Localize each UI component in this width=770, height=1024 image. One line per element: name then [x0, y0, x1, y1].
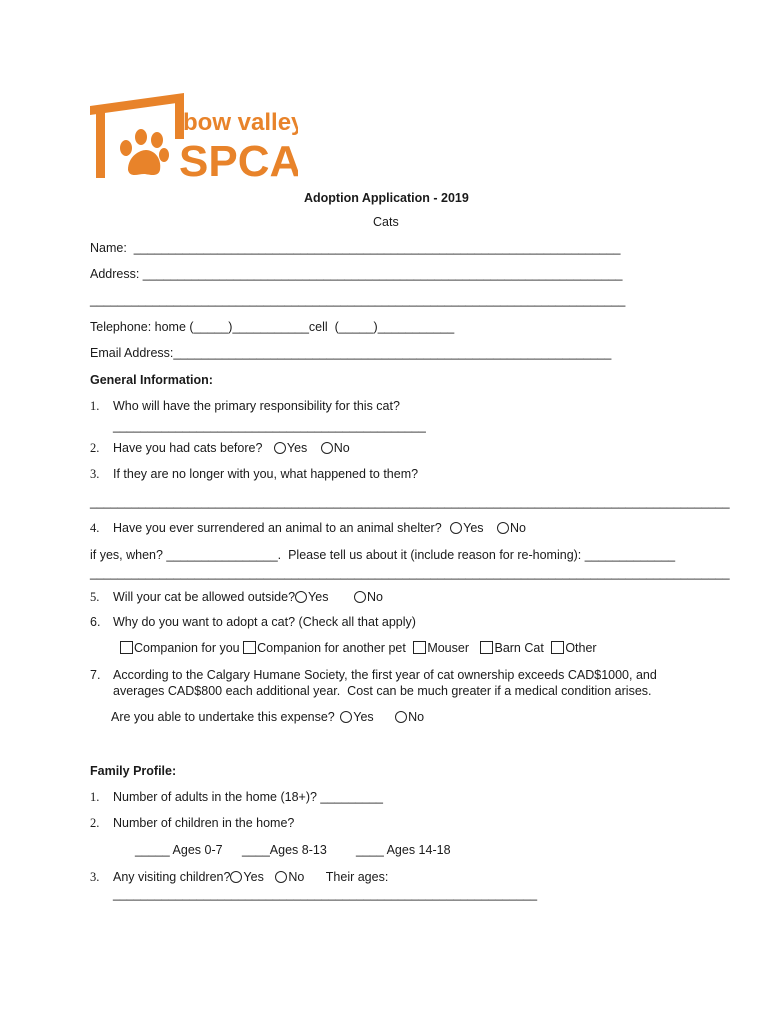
radio-label: No	[510, 521, 527, 535]
logo-text-bow-valley: bow valley	[183, 109, 298, 136]
checkbox-label: Other	[565, 641, 597, 655]
form-subtitle: Cats	[373, 215, 399, 229]
radio-label: No	[333, 441, 350, 455]
surrender-details-answer-line[interactable]: ____________________________________________________________________________________________	[90, 566, 730, 580]
companion-for-you-checkbox[interactable]	[120, 641, 133, 654]
ages-0-7-field[interactable]: _____ Ages 0-7	[135, 843, 223, 857]
ages-8-13-field[interactable]: ____Ages 8-13	[242, 843, 327, 857]
visiting-children-no-radio[interactable]	[275, 871, 287, 883]
radio-label: No	[366, 590, 383, 604]
radio-label: Yes	[308, 590, 329, 604]
question-why-adopt: Why do you want to adopt a cat? (Check all that apply)	[113, 615, 416, 629]
checkbox-label: Barn Cat	[494, 641, 544, 655]
email-field[interactable]: Email Address:_______________________________________________________________	[90, 346, 612, 360]
mouser-checkbox[interactable]	[413, 641, 426, 654]
outside-no-radio[interactable]	[354, 591, 366, 603]
question-number: 7.	[90, 668, 101, 682]
telephone-field[interactable]: Telephone: home (_____)___________cell (_____)___________	[90, 320, 455, 334]
address-field[interactable]: Address: _____________________________________________________________________	[90, 267, 623, 281]
why-adopt-options-row	[120, 640, 597, 656]
question-had-cats: Have you had cats before?	[113, 441, 263, 455]
question-had-cats-row	[113, 440, 350, 456]
visiting-children-ages-line[interactable]: _____________________________________________________________	[113, 887, 538, 901]
question-number: 1.	[90, 790, 100, 804]
radio-label: Yes	[463, 521, 484, 535]
paw-icon	[120, 129, 169, 175]
had-cats-yes-radio[interactable]	[274, 442, 286, 454]
question-expense: Are you able to undertake this expense?	[111, 710, 335, 724]
address-line-2-field[interactable]: _____________________________________________________________________________	[90, 293, 626, 307]
question-outside: Will your cat be allowed outside?	[113, 590, 296, 604]
ages-14-18-field[interactable]: ____ Ages 14-18	[356, 843, 451, 857]
question-number: 6.	[90, 615, 101, 629]
question-children-in-home: Number of children in the home?	[113, 816, 295, 830]
question-number: 2.	[90, 816, 100, 830]
form-title: Adoption Application - 2019	[304, 191, 469, 205]
checkbox-label: Mouser	[427, 641, 469, 655]
visiting-children-yes-radio[interactable]	[230, 871, 242, 883]
question-expense-row	[111, 709, 424, 725]
cost-statement-line-1: According to the Calgary Humane Society, the first year of cat ownership exceeds CAD$1000, and	[113, 668, 657, 682]
radio-label: No	[288, 870, 305, 884]
radio-label: Yes	[353, 710, 374, 724]
checkbox-label: Companion for another pet	[257, 641, 406, 655]
expense-no-radio[interactable]	[395, 711, 407, 723]
question-outside-row	[113, 589, 383, 605]
radio-label: Yes	[286, 441, 308, 455]
question-number: 3.	[90, 870, 100, 884]
question-number: 1.	[90, 399, 100, 413]
expense-yes-radio[interactable]	[340, 711, 352, 723]
logo-text-spca: SPCA	[179, 137, 298, 182]
surrender-details-field[interactable]: if yes, when? ________________. Please tell us about it (include reason for re-homing): _____________	[90, 548, 676, 562]
question-number: 2.	[90, 441, 100, 455]
question-surrendered: Have you ever surrendered an animal to an animal shelter?	[113, 521, 442, 535]
question-number: 3.	[90, 467, 100, 481]
name-field[interactable]: Name: ______________________________________________________________________	[90, 241, 621, 255]
checkbox-label: Companion for you	[134, 641, 240, 655]
question-what-happened: If they are no longer with you, what happened to them?	[113, 467, 419, 481]
radio-label: Yes	[243, 870, 264, 884]
question-visiting-children-row	[113, 869, 388, 885]
other-checkbox[interactable]	[551, 641, 564, 654]
cost-statement-line-2: averages CAD$800 each additional year. Cost can be much greater if a medical condition arises.	[113, 684, 652, 698]
had-cats-no-radio[interactable]	[321, 442, 333, 454]
question-visiting-children: Any visiting children?	[113, 870, 231, 884]
logo-graphic	[88, 90, 298, 182]
surrendered-no-radio[interactable]	[497, 522, 509, 534]
barn-cat-checkbox[interactable]	[480, 641, 493, 654]
what-happened-answer-line[interactable]: ____________________________________________________________________________________________	[90, 495, 730, 509]
outside-yes-radio[interactable]	[295, 591, 307, 603]
question-surrendered-row	[113, 520, 526, 536]
surrendered-yes-radio[interactable]	[450, 522, 462, 534]
primary-responsibility-answer-line[interactable]: _____________________________________________	[113, 419, 426, 433]
general-information-heading: General Information:	[90, 373, 213, 387]
question-number: 5.	[90, 590, 100, 604]
question-primary-responsibility: Who will have the primary responsibility for this cat?	[113, 399, 400, 413]
bow-valley-spca-logo	[88, 90, 298, 182]
family-profile-heading: Family Profile:	[90, 764, 177, 778]
adults-in-home-field[interactable]: Number of adults in the home (18+)? _________	[113, 790, 383, 804]
question-number: 4.	[90, 521, 100, 535]
their-ages-label: Their ages:	[325, 870, 389, 884]
radio-label: No	[408, 710, 425, 724]
companion-for-another-pet-checkbox[interactable]	[243, 641, 256, 654]
